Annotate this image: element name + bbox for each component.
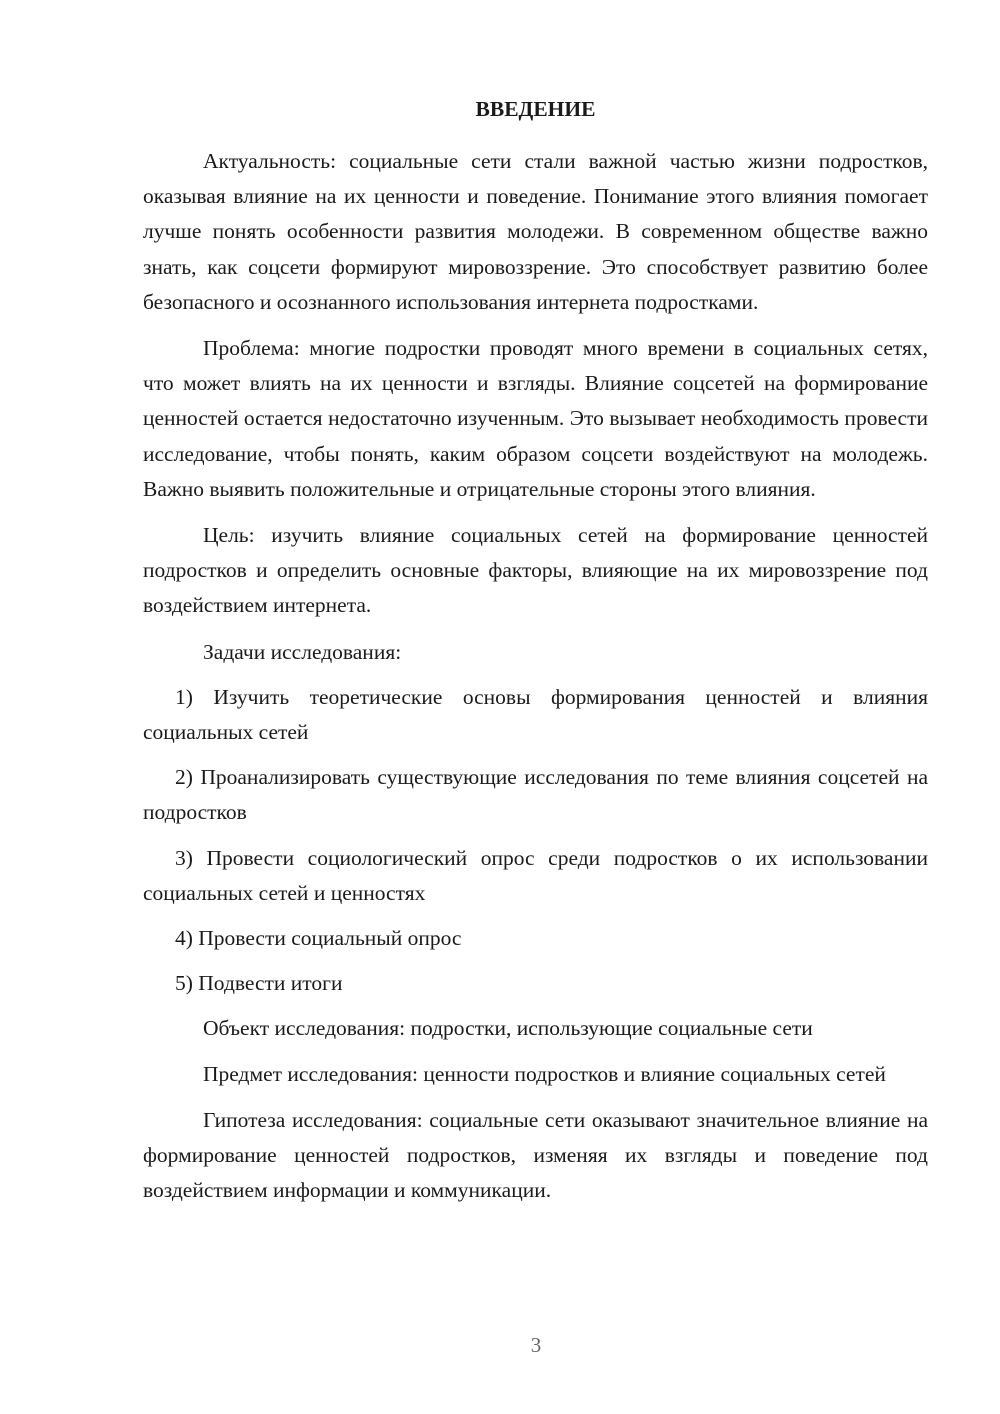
page-number: 3 [530,1333,542,1357]
task-item: 3) Провести социологический опрос среди подростков о их использовании социальных сетей и ценностях [143,845,928,905]
task-item: 4) Провести социальный опрос [175,926,462,951]
subject-paragraph: Предмет исследования: ценности подростков и влияние социальных сетей [203,1061,886,1086]
relevance-paragraph: Актуальность: социальные сети стали важной частью жизни подростков, оказывая влияние на их ценности и поведение. Понимание этого влияния помогает лучше понять особенности развития молодежи. В современном обществе важно знать, как соцсети формируют мировоззрение. Это способствует развитию более безопасного и осознанного использования интернета подростками. [143,149,928,314]
tasks-label: Задачи исследования: [203,639,402,664]
document-page [143,92,928,1219]
task-item: 2) Проанализировать существующие исследования по теме влияния соцсетей на подростков [143,765,928,825]
problem-paragraph: Проблема: многие подростки проводят много времени в социальных сетях, что может влиять на их ценности и взгляды. Влияние соцсетей на формирование ценностей остается недостаточно изученным. Это вызывает необходимость провести исследование, чтобы понять, каким образом соцсети воздействуют на молодежь. Важно выявить положительные и отрицательные стороны этого влияния. [143,336,928,501]
page-title: ВВЕДЕНИЕ [475,97,596,121]
hypothesis-paragraph: Гипотеза исследования: социальные сети оказывают значительное влияние на формирование ценностей подростков, изменяя их взгляды и поведение под воздействием информации и коммуникации. [143,1107,928,1203]
object-paragraph: Объект исследования: подростки, использующие социальные сети [203,1016,813,1041]
task-item: 5) Подвести итоги [175,971,343,996]
task-item: 1) Изучить теоретические основы формирования ценностей и влияния социальных сетей [143,684,928,745]
goal-paragraph: Цель: изучить влияние социальных сетей на формирование ценностей подростков и определить основные факторы, влияющие на их мировоззрение под воздействием интернета. [143,523,928,618]
